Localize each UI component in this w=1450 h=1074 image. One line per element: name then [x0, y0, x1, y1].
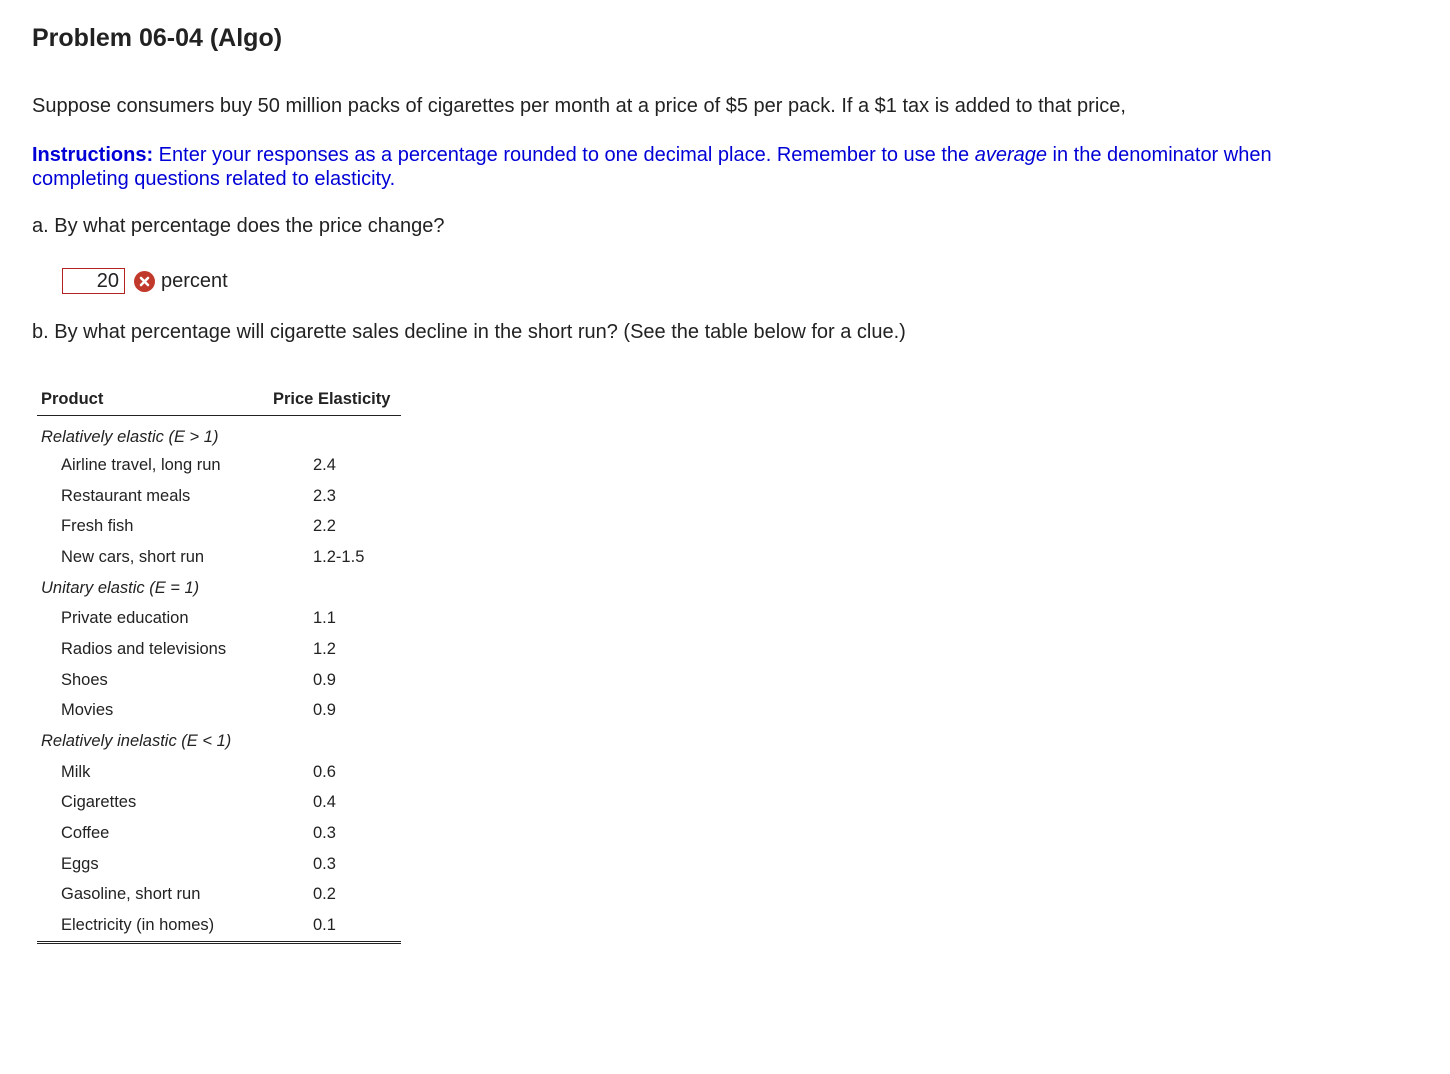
elasticity-value: 1.2 — [313, 639, 336, 658]
elasticity-value: 0.1 — [269, 910, 401, 944]
table-body — [37, 416, 401, 944]
table-row — [37, 450, 401, 481]
product-name: Coffee — [61, 824, 110, 843]
elasticity-value: 0.2 — [313, 885, 336, 904]
product-name: Airline travel, long run — [61, 455, 221, 474]
column-header-price-elasticity: Price Elasticity — [269, 384, 401, 416]
elasticity-value: 0.6 — [313, 762, 336, 781]
product-name: New cars, short run — [61, 547, 205, 566]
table-row — [37, 542, 401, 573]
instructions-text-1: Enter your responses as a percentage rounded to one decimal place. Remember to use the — [153, 144, 975, 166]
column-header-product: Product — [37, 384, 269, 416]
category-label: Unitary elastic (E = 1) — [41, 578, 200, 597]
product-name: Movies — [61, 701, 114, 720]
table-row — [37, 910, 401, 944]
table-row — [37, 511, 401, 542]
table-category-row — [37, 573, 401, 604]
table-row — [37, 634, 401, 665]
instructions — [32, 143, 1302, 191]
product-name: Cigarettes — [61, 793, 137, 812]
table-row — [37, 481, 401, 512]
elasticity-value: 1.1 — [313, 609, 336, 628]
elasticity-value: 0.4 — [313, 793, 336, 812]
elasticity-value: 0.9 — [313, 670, 336, 689]
table-row — [37, 696, 401, 727]
product-name: Private education — [61, 609, 189, 628]
instructions-text-2: in the denominator when completing questions related to elasticity. — [32, 144, 1272, 190]
elasticity-value: 2.3 — [313, 486, 336, 505]
product-name: Fresh fish — [61, 517, 134, 536]
question-a-answer-input[interactable] — [62, 268, 125, 294]
product-name: Shoes — [61, 670, 108, 689]
table-category-row — [37, 726, 401, 757]
question-a-prompt: a. By what percentage does the price change? — [32, 215, 445, 237]
elasticity-value: 2.4 — [313, 455, 336, 474]
instructions-emphasis: average — [974, 144, 1047, 166]
elasticity-table — [37, 384, 401, 944]
category-label: Relatively inelastic (E < 1) — [41, 732, 232, 751]
problem-statement: Suppose consumers buy 50 million packs of cigarettes per month at a price of $5 per pack. If a $1 tax is added to that price, — [32, 95, 1126, 117]
table-row — [37, 757, 401, 788]
elasticity-value — [269, 416, 401, 450]
product-name: Eggs — [61, 854, 99, 873]
product-name: Electricity (in homes) — [37, 910, 269, 944]
category-label: Relatively elastic (E > 1) — [41, 427, 219, 446]
elasticity-value: 1.2-1.5 — [313, 547, 365, 566]
elasticity-value: 0.3 — [313, 854, 336, 873]
elasticity-value: 2.2 — [313, 517, 336, 536]
table-category-row — [37, 416, 401, 450]
instructions-label: Instructions: — [32, 144, 154, 166]
table-row — [37, 603, 401, 634]
product-name: Milk — [61, 762, 91, 781]
table-header-row — [37, 384, 401, 416]
table-row — [37, 788, 401, 819]
error-x-circle-icon — [134, 271, 155, 292]
product-name: Restaurant meals — [61, 486, 191, 505]
elasticity-value — [269, 726, 401, 757]
product-name: Radios and televisions — [61, 639, 227, 658]
table-row — [37, 880, 401, 911]
table-row — [37, 849, 401, 880]
table-row — [37, 818, 401, 849]
product-name: Gasoline, short run — [61, 885, 201, 904]
elasticity-value — [269, 573, 401, 604]
question-a-answer-row — [62, 267, 228, 295]
page-title: Problem 06-04 (Algo) — [32, 24, 283, 52]
question-a-unit-label: percent — [161, 269, 228, 292]
elasticity-value: 0.9 — [313, 701, 336, 720]
table-row — [37, 665, 401, 696]
question-b-prompt: b. By what percentage will cigarette sales decline in the short run? (See the table below for a clue.) — [32, 321, 906, 343]
elasticity-value: 0.3 — [313, 824, 336, 843]
